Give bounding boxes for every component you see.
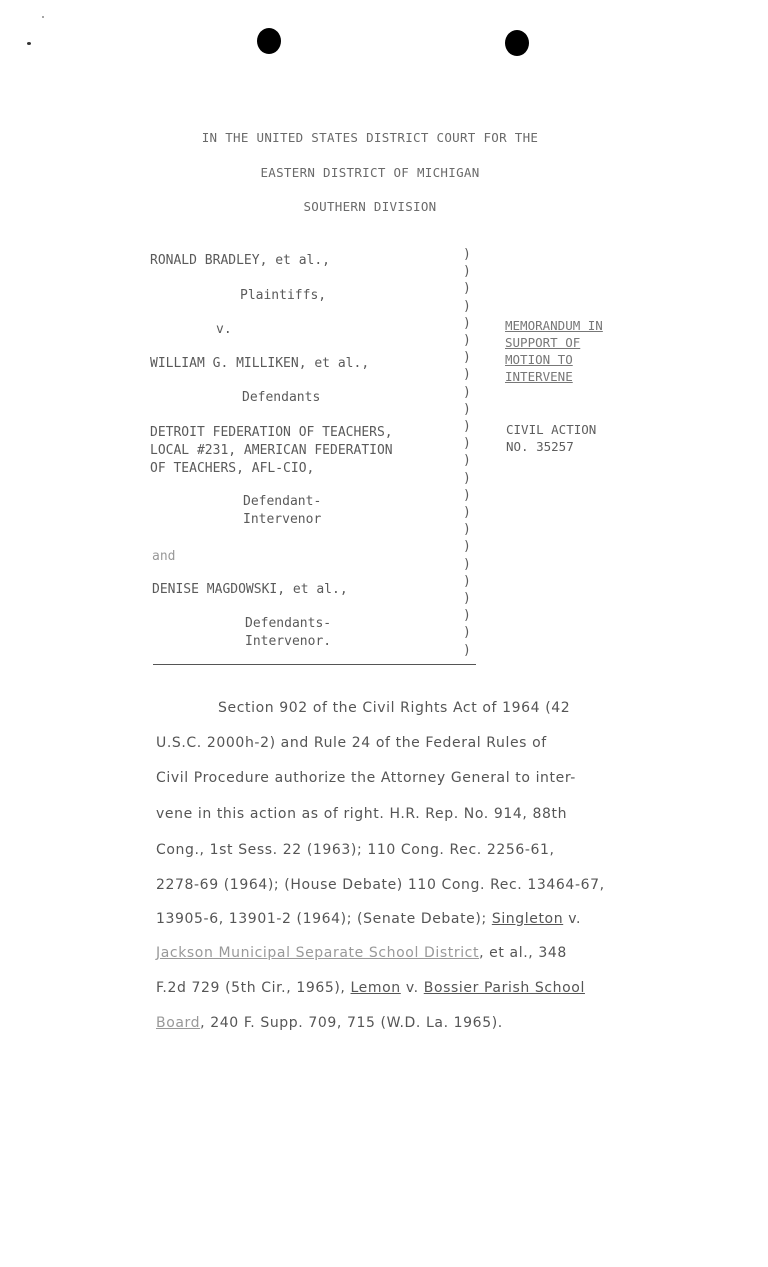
body-line-9-text: F.2d 729 (5th Cir., 1965), <box>156 980 351 996</box>
intervenor2-name: DENISE MAGDOWSKI, et al., <box>152 582 348 597</box>
body-line-6: 2278-69 (1964); (House Debate) 110 Cong. Rec. 13464-67, <box>156 877 605 893</box>
court-line-2: EASTERN DISTRICT OF MICHIGAN <box>260 165 480 180</box>
memo-line-3: MOTION TO <box>505 352 573 367</box>
body-line-7-text: 13905-6, 13901-2 (1964); (Senate Debate); <box>156 911 492 927</box>
paren-mark: ) <box>463 419 471 435</box>
body-line-8 <box>156 945 567 961</box>
body-line-4: vene in this action as of right. H.R. Rep. No. 914, 88th <box>156 806 568 822</box>
paren-mark: ) <box>463 367 471 383</box>
conjunction: and <box>152 549 176 564</box>
paren-mark: ) <box>463 298 471 314</box>
body-line-10 <box>156 1015 503 1031</box>
ink-speck <box>27 42 31 45</box>
paren-mark: ) <box>463 315 471 331</box>
civil-action-line-2: NO. 35257 <box>506 439 574 454</box>
memo-line-2: SUPPORT OF <box>505 335 581 350</box>
body-line-7 <box>156 911 581 927</box>
paren-mark: ) <box>463 591 471 607</box>
defendant-name: WILLIAM G. MILLIKEN, et al., <box>150 356 370 371</box>
body-line-5: Cong., 1st Sess. 22 (1963); 110 Cong. Rec. 2256-61, <box>156 842 555 858</box>
paren-mark: ) <box>463 350 471 366</box>
paren-mark: ) <box>463 608 471 624</box>
punch-hole-left <box>257 28 281 54</box>
paren-mark: ) <box>463 556 471 572</box>
paren-mark: ) <box>463 522 471 538</box>
caption-underline <box>153 664 476 665</box>
paren-mark: ) <box>463 487 471 503</box>
intervenor2-role-line-2: Intervenor. <box>245 634 332 649</box>
body-line-9-mid: v. <box>400 980 424 996</box>
case-bossier: Bossier Parish School <box>423 980 585 996</box>
intervenor1-role-line-1: Defendant- <box>243 494 322 509</box>
court-line-1: IN THE UNITED STATES DISTRICT COURT FOR THE <box>201 130 539 145</box>
paren-mark: ) <box>463 453 471 469</box>
caption-parentheses <box>463 246 477 659</box>
paren-mark: ) <box>463 281 471 297</box>
body-line-2: U.S.C. 2000h-2) and Rule 24 of the Federal Rules of <box>156 735 547 751</box>
paren-mark: ) <box>463 401 471 417</box>
body-line-8-end: , et al., 348 <box>479 945 567 961</box>
defendant-role: Defendants <box>242 390 321 405</box>
plaintiff-role: Plaintiffs, <box>240 288 327 303</box>
case-jackson: Jackson Municipal Separate School District <box>156 945 480 961</box>
intervenor1-line-2: LOCAL #231, AMERICAN FEDERATION <box>150 443 393 458</box>
paren-mark: ) <box>463 625 471 641</box>
paren-mark: ) <box>463 470 471 486</box>
civil-action-line-1: CIVIL ACTION <box>506 422 597 437</box>
body-line-1: Section 902 of the Civil Rights Act of 1964 (42 <box>218 700 571 716</box>
case-singleton: Singleton <box>491 911 564 927</box>
paren-mark: ) <box>463 505 471 521</box>
versus: v. <box>216 322 232 337</box>
paren-mark: ) <box>463 247 471 262</box>
civil-action-number <box>506 421 596 455</box>
memo-line-4: INTERVENE <box>505 369 573 384</box>
paren-mark: ) <box>463 436 471 452</box>
paren-mark: ) <box>463 264 471 280</box>
paren-mark: ) <box>463 333 471 349</box>
memo-line-1: MEMORANDUM IN <box>505 318 603 333</box>
intervenor1-role-line-2: Intervenor <box>243 512 322 527</box>
paren-mark: ) <box>463 384 471 400</box>
case-board: Board <box>156 1015 201 1031</box>
body-line-7-end: v. <box>563 911 582 927</box>
paren-mark: ) <box>463 642 471 658</box>
punch-hole-right <box>505 30 529 56</box>
plaintiff-name: RONALD BRADLEY, et al., <box>150 253 331 268</box>
intervenor2-role-line-1: Defendants- <box>245 616 332 631</box>
intervenor1-line-1: DETROIT FEDERATION OF TEACHERS, <box>150 425 393 440</box>
body-line-10-end: , 240 F. Supp. 709, 715 (W.D. La. 1965). <box>200 1015 503 1031</box>
court-line-3: SOUTHERN DIVISION <box>303 199 437 214</box>
memorandum-title <box>505 317 603 385</box>
intervenor1-line-3: OF TEACHERS, AFL-CIO, <box>150 461 315 476</box>
body-line-3: Civil Procedure authorize the Attorney General to inter- <box>156 770 576 786</box>
case-lemon: Lemon <box>350 980 401 996</box>
body-line-9 <box>156 980 585 996</box>
ink-speck <box>42 16 44 18</box>
paren-mark: ) <box>463 573 471 589</box>
paren-mark: ) <box>463 539 471 555</box>
